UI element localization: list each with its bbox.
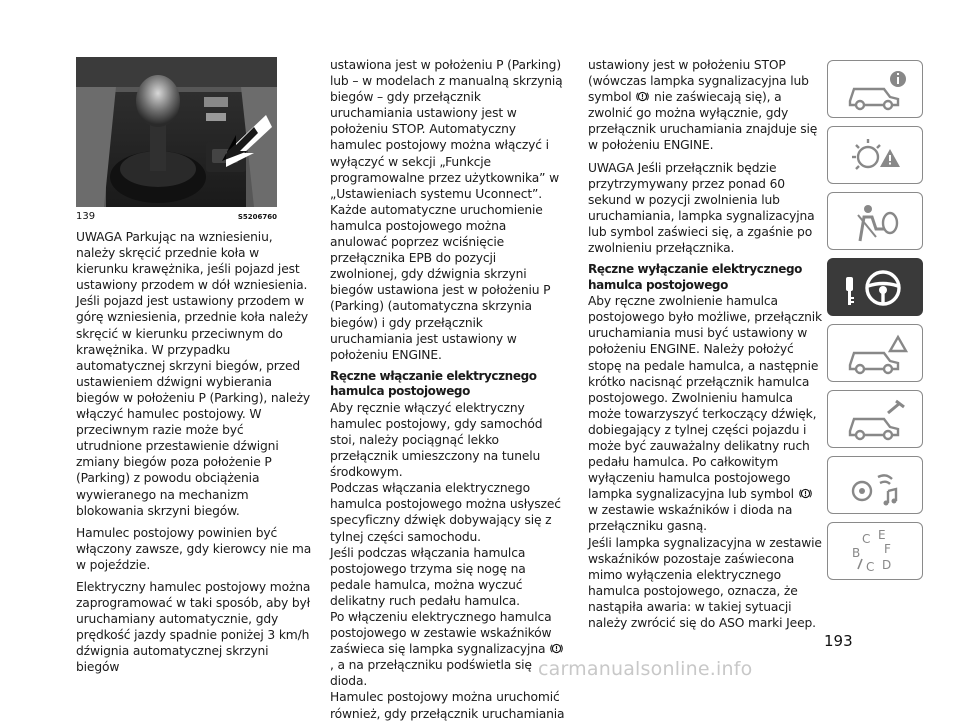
column-1	[76, 229, 312, 682]
paragraph: Elektryczny hamulec postojowy można zaprogramować w taki sposób, aby był uruchamiany automatycznie, gdy prędkość jazdy spadnie poniżej 3 km/h dźwignia automatycznej skrzyni biegów	[76, 579, 311, 675]
column-3	[588, 57, 824, 637]
text-run: Aby ręczne zwolnienie hamulca postojowego było możliwe, przełącznik uruchamiania musi być ustawiony w położeniu ENGINE. Należy położyć stopę na pedale hamulca, a następnie krótko nacisnąć przełącznik hamulca postojowego. Zwolnieniu hamulca może towarzyszyć terkoczący dźwięk, dobiegający z tylnej części pojazdu i może być zauważalny delikatny ruch pedału hamulca. Po całkowitym wyłączeniu hamulca postojowego lampka sygnalizacyjna lub symbol	[588, 294, 823, 502]
tab-warning-lights[interactable]	[827, 126, 923, 184]
tab-emergency[interactable]	[827, 324, 923, 382]
paragraph: Jeśli lampka sygnalizacyjna w zestawie wskaźników pozostaje zaświecona mimo wyłączenia elektrycznego hamulca postojowego, oznacza, że nastąpiła awaria: w takiej sytuacji należy zwrócić się do ASO marki Jeep.	[588, 535, 822, 630]
paragraph: Podczas włączania elektrycznego hamulca postojowego można usłyszeć specyficzny dźwięk dobywający się z tylnej części samochodu.	[330, 481, 561, 544]
paragraph: Jeśli podczas włączania hamulca postojowego trzyma się nogę na pedale hamulca, można wyczuć delikatny ruch pedału hamulca.	[330, 545, 526, 608]
svg-text:D: D	[882, 558, 892, 572]
tab-multimedia[interactable]	[827, 456, 923, 514]
paragraph: ustawiona jest w położeniu P (Parking) lub – w modelach z manualną skrzynią biegów – gdy przełącznik uruchamiania ustawiony jest w położeniu STOP. Automatyczny hamulec postojowy można włączyć i wyłączyć w sekcji „Funkcje programowalne przez użytkownika” w „Ustawieniach systemu Uconnect”. Każde automatyczne uruchomienie hamulca postojowego można anulować poprzez wciśnięcie przełącznika EPB do pozycji zwolnionej, gdy dźwignia skrzyni biegów ustawiona jest w położeniu P (Parking) (automatyczna skrzynia biegów) i gdy przełącznik uruchamiania jest ustawiony w położeniu ENGINE.	[330, 58, 563, 362]
tab-starting-driving[interactable]	[827, 258, 923, 316]
paragraph: UWAGA Parkując na wzniesieniu, należy skręcić przednie koła w kierunku krawężnika, jeśli pojazd jest ustawiony przodem w dół wzniesienia. Jeśli pojazd jest ustawiony przodem w górę wzniesienia, przednie koła należy skręcić w kierunku przeciwnym do krawężnika. W przypadku automatycznej skrzyni biegów, przed ustawieniem dźwigni wybierania biegów w położeniu P (Parking), należy włączyć hamulec postojowy. W przeciwnym razie może być utrudnione przestawienie dźwigni zmiany biegów poza położenie P (Parking) z powodu obciążenia wywieranego na mechanizm blokowania skrzyni biegów.	[76, 230, 310, 518]
airbag-icon	[828, 193, 924, 251]
text-run: , a na przełączniku podświetla się dioda.	[330, 658, 532, 689]
page-number: 193	[824, 632, 853, 650]
tab-index[interactable]	[827, 522, 923, 580]
warning-light-icon	[828, 127, 924, 185]
section-heading: Ręczne wyłączanie elektrycznego hamulca postojowego	[588, 262, 803, 292]
paragraph	[330, 609, 566, 689]
tab-info-car[interactable]	[827, 60, 923, 118]
key-steering-wheel-icon	[828, 259, 924, 317]
svg-text:F: F	[884, 542, 891, 556]
section-heading: Ręczne włączanie elektrycznego hamulca postojowego	[330, 368, 537, 399]
paragraph	[588, 293, 824, 534]
tab-servicing[interactable]	[827, 390, 923, 448]
info-car-icon	[828, 61, 924, 119]
chapter-tabs	[827, 60, 923, 588]
svg-text:C: C	[866, 560, 875, 574]
breakdown-car-icon	[828, 325, 924, 383]
paragraph: UWAGA Jeśli przełącznik będzie przytrzymywany przez ponad 60 sekund w pozycji zwolnienia lub uruchamiania, lampka sygnalizacyjna lub symbol zaświeci się, a zgaśnie po zwolnieniu przełącznika.	[588, 160, 815, 256]
figure-number: 139	[76, 211, 96, 222]
parking-brake-warning-icon	[636, 90, 649, 103]
parking-brake-warning-icon	[799, 487, 812, 500]
tab-safety[interactable]	[827, 192, 923, 250]
text-run: nie zaświecają się), a zwolnić go można wyłącznie, gdy przełącznik uruchamiania znajduje się w położeniu ENGINE.	[588, 90, 818, 153]
paragraph: Hamulec postojowy można uruchomić również, gdy przełącznik uruchamiania	[330, 690, 565, 721]
service-car-icon	[828, 391, 924, 449]
paragraph: Aby ręcznie włączyć elektryczny hamulec postojowy, gdy samochód stoi, należy pociągnąć lekko przełącznik umieszczony na tunelu środkowym.	[330, 400, 543, 480]
column-2	[330, 57, 566, 728]
paragraph: Hamulec postojowy powinien być włączony zawsze, gdy kierowcy nie ma w pojeździe.	[76, 525, 312, 572]
gear-shift-photo	[76, 57, 277, 207]
svg-text:C: C	[862, 532, 871, 546]
gear-shift-illustration	[76, 57, 277, 207]
figure-code: S5206760	[237, 213, 277, 221]
paragraph	[588, 57, 824, 154]
multimedia-icon	[828, 457, 924, 515]
parking-brake-warning-icon	[550, 642, 563, 655]
text-run: Po włączeniu elektrycznego hamulca postojowego w zestawie wskaźników zaświeca się lampka sygnalizacyjna	[330, 610, 552, 657]
text-run: ustawiony jest w położeniu STOP (wówczas lampka sygnalizacyjna lub symbol	[588, 58, 809, 105]
index-letters-icon	[828, 523, 924, 581]
svg-text:E: E	[878, 528, 886, 542]
text-run: w zestawie wskaźników i dioda na przełączniku gasną.	[588, 503, 793, 534]
watermark: carmanualsonline.info	[538, 658, 753, 680]
svg-text:B: B	[852, 546, 861, 560]
